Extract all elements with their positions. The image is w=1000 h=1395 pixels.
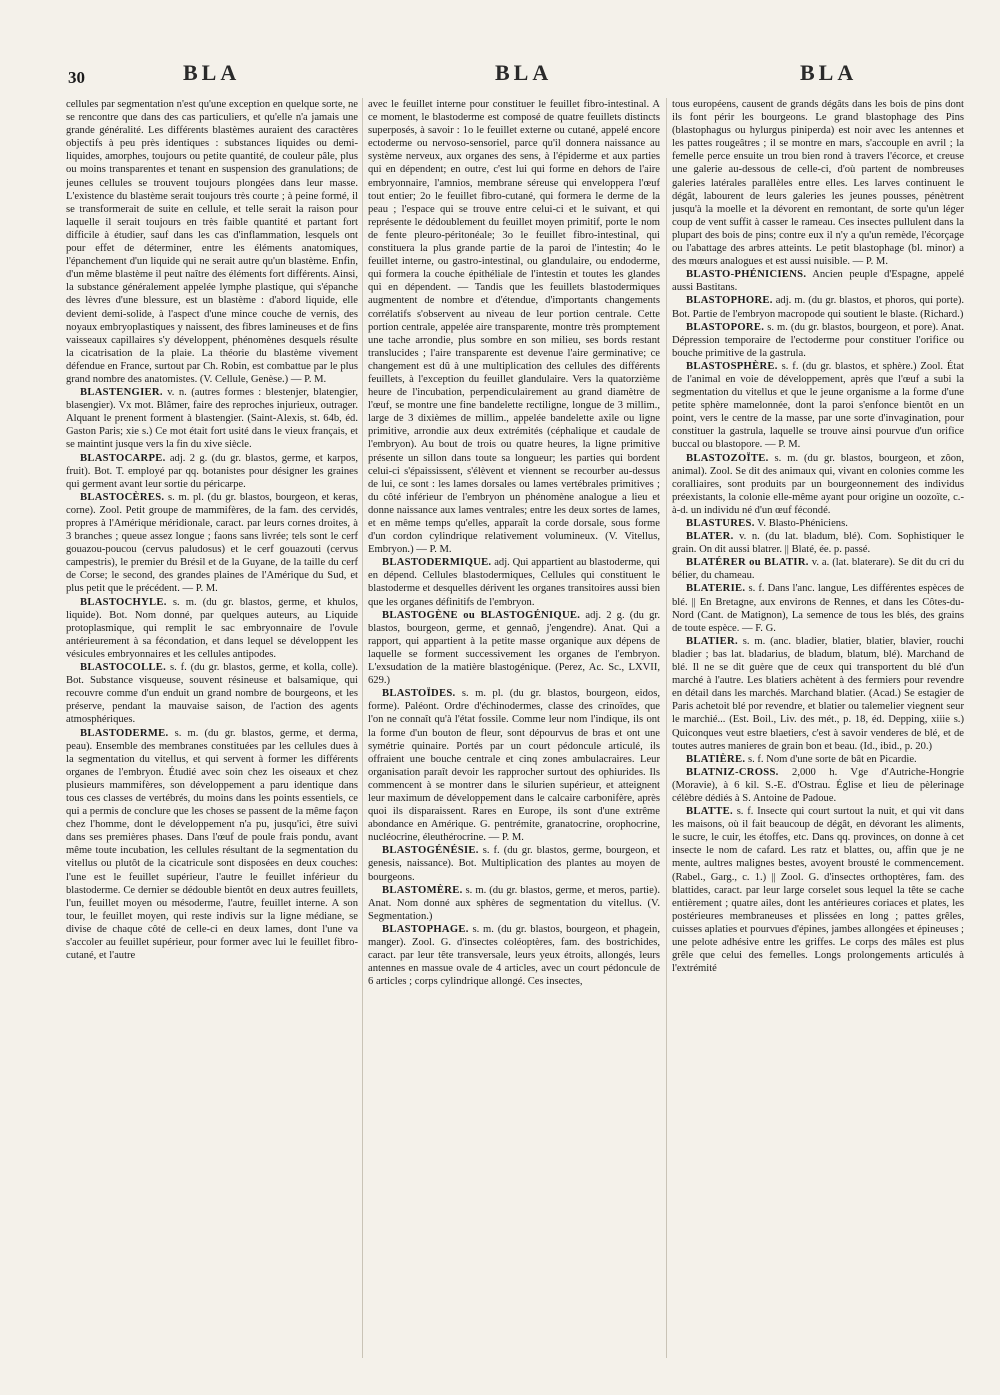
entry-headword: BLATÉRER ou BLATIR. bbox=[686, 557, 809, 569]
entry-headword: BLASTODERME. bbox=[80, 727, 169, 739]
entry-text: cellules par segmentation n'est qu'une exception en quelque sorte, ne se rencontre que dans des cas particuliers, et qu'elle n'a jamais une grande généralité. Les différents blastèmes auraient des caractères objectifs à peu près identiques : substances liquides ou demi-liquides, amorphes, toujours ou petite quantité, de couleur pâle, plus ou moins transparentes et tenant en suspension des granulations; de jeunes cellules se trouvent toujours plongées dans leur masse. L'existence du blastème serait toujours très courte ; à peine formé, il se transformerait de suite en cellule, et telle serait la raison pour laquelle il serait toujours en très faible quantité et partant fort difficile à étudier, sauf dans les cas d'inflammation, lesquels ont pour effet de déterminer, entre les éléments anatomiques, l'épanchement d'un liquide qui ne serait autre qu'un blastème. Enfin, d'un même blastème il peut naître des éléments fort différents. Ainsi, la substance généralement appelée lymphe plastique, qui s'épanche des lèvres d'une blessure, est un blastème : d'abord liquide, elle devient demi-solide, à l'aspect d'une mince couche de vernis, des noyaux embryoplastiques y naissent, des fibres lamineuses et de fins vaisseaux capillaires s'y développent, phénomènes desquels résulte la cicatrisation de la plaie. La théorie du blastème vivement défendue en France, surtout par Ch. Robin, est combattue par le plus grand nombre des anatomistes. (V. Cellule, Genèse.) — P. M. bbox=[66, 99, 358, 385]
dictionary-entry bbox=[66, 661, 358, 726]
entry-continuation bbox=[66, 98, 358, 386]
entry-continuation bbox=[368, 98, 660, 556]
dictionary-entry bbox=[672, 582, 964, 634]
dictionary-entry bbox=[368, 844, 660, 883]
text-column-left bbox=[66, 98, 358, 1360]
dictionary-entry bbox=[672, 635, 964, 753]
dictionary-entry bbox=[66, 452, 358, 491]
text-column-middle bbox=[368, 98, 660, 1360]
dictionary-entry bbox=[672, 766, 964, 805]
entry-text: s. f. (du gr. blastos, germe, bourgeon, et genesis, naissance). Bot. Multiplication des plantes au moyen de bourgeons. bbox=[368, 845, 660, 883]
entry-headword: BLASTOPHORE. bbox=[686, 295, 773, 307]
entry-text: s. m. (du gr. blastos, germe, et meros, partie). Anat. Nom donné aux sphères de segmentation du vitellus. (V. Segmentation.) bbox=[368, 884, 660, 922]
entry-headword: BLASTOÏDES. bbox=[382, 688, 456, 700]
dictionary-entry bbox=[66, 491, 358, 596]
entry-headword: BLASTOSPHÈRE. bbox=[686, 360, 778, 372]
entry-headword: BLASTOPHAGE. bbox=[382, 923, 469, 935]
entry-headword: BLATTE. bbox=[686, 806, 733, 818]
entry-text: v. a. (lat. blaterare). Se dit du cri du bélier, du chameau. bbox=[672, 557, 964, 582]
entry-headword: BLATERIE. bbox=[686, 583, 746, 595]
dictionary-entry bbox=[672, 321, 964, 360]
entry-text: s. f. Nom d'une sorte de bât en Picardie. bbox=[745, 753, 917, 765]
column-divider bbox=[666, 98, 667, 1358]
entry-headword: BLASTOZOÏTE. bbox=[686, 452, 769, 464]
dictionary-entry bbox=[368, 884, 660, 923]
dictionary-entry bbox=[368, 556, 660, 608]
entry-text: tous européens, causent de grands dégâts dans les bois de pins dont ils font périr les bourgeons. Le grand blastophage des Pins (blastophagus ou hylurgus piniperda) est noir avec les antennes et les pattes rougeâtres ; il se montre en mars, s'accouple en avril ; la femelle perce ensuite un trou bien rond à travers l'écorce, et creuse une galerie au-dessous de celle-ci, d'où partent de nombreuses galeries latérales parallèles entre elles. Les larves continuent le dégât, labourent de leurs galeries les jeunes pousses, pénètrent jusqu'à la moelle et la dévorent en remontant, de sorte qu'un léger coup de vent suffit à casser le rameau. Ces insectes pullulent dans la plupart des bois de pins; contre eux il n'y a qu'un remède, l'écorçage ou l'abattage des arbres atteints. Le petit blastophage (bl. minor) a des mœurs analogues et est aussi nuisible. — P. M. bbox=[672, 99, 964, 268]
entry-text: adj. Qui appartient au blastoderme, qui en dépend. Cellules blastodermiques, Cellules qui constituent le blastoderme et desquelles dérivent les organes transitoires aussi bien que les organes définitifs de l'embryon. bbox=[368, 557, 660, 608]
dictionary-entry bbox=[368, 609, 660, 688]
dictionary-entry bbox=[368, 923, 660, 988]
entry-headword: BLATER. bbox=[686, 531, 734, 543]
entry-text: s. m. (anc. bladier, blatier, blatier, blavier, rouchi bladier ; bas lat. bladarius, de bladum, blatum, blé). Marchand de blé. Il ne se dit guère que de ceux qui transportent du blé d'un marché à l'autre. Les blatiers achètent à des fermiers pour revendre en détail dans les marchés. Marchand blatier. (Acad.) Se estagier de Paris achetoit blé por revendre, et blatier ou talemelier viegnent seur le marchié... (Est. Boil., Liv. des mét., p. 18, éd. Depping, xiiie s.) Quiconques veut estre blaetiers, c'est à savoir venderes de blé, et de toutes autres manieres de grain bon et beau. (Id., ibid., p. 20.) bbox=[672, 635, 964, 752]
dictionary-entry bbox=[66, 386, 358, 451]
entry-text: 2,000 h. Vge d'Autriche-Hongrie (Moravie), à 6 kil. S.-E. d'Ostrau. Église et lieu de pèlerinage célèbre dédiés à S. Antoine de Padoue. bbox=[672, 766, 964, 804]
dictionary-entry bbox=[66, 596, 358, 661]
entry-text: v. n. (du lat. bladum, blé). Com. Sophistiquer le grain. On dit aussi blatrer. || Blaté, ée. p. passé. bbox=[672, 531, 964, 556]
entry-text: V. Blasto-Phéniciens. bbox=[754, 518, 848, 529]
text-column-right bbox=[672, 98, 964, 1360]
entry-headword: BLASTOMÈRE. bbox=[382, 884, 463, 896]
dictionary-entry bbox=[672, 360, 964, 452]
dictionary-entry bbox=[672, 805, 964, 975]
entry-text: s. m. (du gr. blastos, bourgeon, et zôon, animal). Zool. Se dit des animaux qui, vivant en colonies comme les coralliaires, sont produits par un bourgeonnement des individus préexistants, la colonie elle-même ayant pour origine un oozoïte, c.-à-d. un individu né d'un œuf fécondé. bbox=[672, 452, 964, 516]
entry-text: v. n. (autres formes : blestenjer, blatengier, blasengier). Vx mot. Blâmer, faire des reproches injurieux, outrager. Alquant le prenent forment à blastengier. (Saint-Alexis, st. 64b, éd. Gaston Paris; xie s.) Ce mot était fort usité dans le vieux français, et se maintint jusque vers la fin du xive siècle. bbox=[66, 387, 358, 451]
entry-headword: BLATIER. bbox=[686, 635, 738, 647]
dictionary-entry bbox=[672, 530, 964, 556]
page-header bbox=[0, 60, 1000, 94]
entry-text: adj. 2 g. (du gr. blastos, germe, et karpos, fruit). Bot. T. employé par qq. botanistes pour désigner les graines qui germent avant leur sortie du péricarpe. bbox=[66, 452, 358, 490]
entry-text: s. m. (du gr. blastos, bourgeon, et phagein, manger). Zool. G. d'insectes coléoptères, fam. des bostrichides, caract. par leur tête transversale, leurs yeux étroits, allongés, leurs antennes en massue ovale de 4 articles, avec un court pédoncule de 6 articles ; corps cylindrique allongé. Ces insectes, bbox=[368, 923, 660, 988]
running-head-left: BLA bbox=[183, 60, 241, 85]
dictionary-entry bbox=[66, 727, 358, 963]
running-head-center: BLA bbox=[495, 60, 553, 85]
entry-headword: BLASTODERMIQUE. bbox=[382, 557, 492, 569]
running-head-right: BLA bbox=[800, 60, 858, 85]
dictionary-entry bbox=[368, 687, 660, 844]
entry-text: adj. m. (du gr. blastos, et phoros, qui porte). Bot. Partie de l'embryon macropode qui soutient le blaste. (Richard.) bbox=[672, 295, 964, 320]
entry-headword: BLASTOGÈNE ou BLASTOGÉNIQUE. bbox=[382, 609, 581, 621]
entry-headword: BLASTOCHYLE. bbox=[80, 596, 167, 608]
column-divider bbox=[362, 98, 363, 1358]
dictionary-entry bbox=[672, 753, 964, 766]
dictionary-entry bbox=[672, 556, 964, 582]
entry-text: s. f. (du gr. blastos, et sphère.) Zool. État de l'animal en voie de développement, après que l'œuf a subi la segmentation du vitellus et que le jeune organisme a la forme d'une petite sphère mamelonnée, dont la paroi s'enfonce bientôt en un point, vers le centre de la masse, par une sorte d'invagination, pour constituer la gastrula, laquelle se trouve ainsi pourvue d'un orifice buccal ou blastopore. — P. M. bbox=[672, 360, 964, 451]
entry-text: s. m. (du gr. blastos, germe, et derma, peau). Ensemble des membranes constituées par les cellules dues à la segmentation du vitellus, et qui servent à former les différents organes de l'embryon. Étudié avec soin chez les oiseaux et chez plusieurs mammifères, son développement a paru identique dans tous ces classes de vertébrés, du moins dans les points essentiels, ce qui a permis de conclure que les choses se passent de la même façon chez l'homme, dont le développement n'a pu, jusqu'ici, être suivi dans ses premières phases. Dans l'œuf de poule frais pondu, avant même toute incubation, les cellules résultant de la segmentation du vitellus ou plutôt de la cicatricule sont disposées en deux couches: l'une est le feuillet supérieur, l'autre le feuillet inférieur du blastoderme. Ce dernier se dédouble bientôt en deux autres feuillets, l'un, feuillet moyen ou mésoderme, l'autre, feuillet interne. A son tour, le feuillet moyen, qui reste indivis sur la ligne médiane, se divise de chaque côté de celle-ci en deux lames, dont l'une va s'accoler au feuillet supérieur, pour former avec lui le feuillet fibro-cutané, et l'autre bbox=[66, 727, 358, 962]
dictionary-entry bbox=[672, 294, 964, 320]
dictionary-entry bbox=[672, 268, 964, 294]
entry-text: s. f. (du gr. blastos, germe, et kolla, colle). Bot. Substance visqueuse, souvent résineuse et balsamique, qui recouvre comme d'un enduit un grand nombre de bourgeons, et les préserve, pendant la mauvaise saison, de l'action des agents atmosphériques. bbox=[66, 662, 358, 726]
entry-headword: BLASTOPORE. bbox=[686, 321, 765, 333]
entry-continuation bbox=[672, 98, 964, 268]
entry-headword: BLASTOCARPE. bbox=[80, 452, 166, 464]
entry-text: Ancien peuple d'Espagne, appelé aussi Bastitans. bbox=[672, 269, 964, 294]
entry-headword: BLATNIZ-CROSS. bbox=[686, 766, 779, 778]
entry-text: s. f. Dans l'anc. langue, Les différentes espèces de blé. || En Bretagne, aux environs de Rennes, et dans les Côtes-du-Nord (Cant. de Matignon), La semence de tous les blés, des grains de toute espèce. — F. G. bbox=[672, 583, 964, 634]
entry-text: s. m. pl. (du gr. blastos, bourgeon, et keras, corne). Zool. Petit groupe de mammifères, de la fam. des cervidés, propres à l'Amérique méridionale, caract. par leurs cornes droites, à 3 branches ; queue assez longue ; faons sans livrée; tels sont le cerf gouazou-poucou (cervus paludosus) et le cerf gouazouti (cervus campestris), le premier du Brésil et de la Guyane, de la taille du cerf de Corse; le second, des grandes plaines de l'Amérique du Sud, et plus petit que le précédent. — P. M. bbox=[66, 491, 358, 595]
entry-text: s. m. (du gr. blastos, bourgeon, et pore). Anat. Dépression temporaire de l'ectoderme pour constituer l'orifice ou bouche primitive de la gastrula. bbox=[672, 321, 964, 359]
entry-text: s. f. Insecte qui court surtout la nuit, et qui vit dans les maisons, où il fait beaucoup de dégât, en dévorant les aliments, le sucre, le cuir, les étoffes, etc. Dans qq. provinces, on donne à cet insecte le nom de cafard. Les ratz et blattes, ou, affin que je ne mente, aultres malignes bestes, avoyent brousté le commencement. (Rabel., Garg., c. 1.) || Zool. G. d'insectes orthoptères, fam. des blattides, caract. par leur large corselet sous lequel la tête se cache entièrement ; quatre ailes, dont les antérieures coriaces et plates, les postérieures membraneuses et plissées en long ; pattes grêles, cuisses aplaties et pourvues d'épines, jambes allongées et épineuses ; une pelote adhésive entre les griffes. Le corps des mâles est plus grêle que celui des femelles. Longs prolongements articulés à l'extrémité bbox=[672, 806, 964, 975]
entry-text: s. m. (du gr. blastos, germe, et khulos, liquide). Bot. Nom donné, par quelques auteurs, au Liquide protoplasmique, qui remplit le sac embryonnaire de l'ovule antérieurement à sa fécondation, et dans lequel se développent les vésicules embryonnaires et les cellules antipodes. bbox=[66, 596, 358, 660]
entry-headword: BLASTENGIER. bbox=[80, 387, 163, 399]
entry-text: s. m. pl. (du gr. blastos, bourgeon, eidos, forme). Paléont. Ordre d'échinodermes, classe des crinoïdes, que l'on ne connaît qu'à l'état fossile. Comme leur nom l'indique, ils ont la forme d'un bouton de fleur, sont dépourvus de bras et ont une symétrie quinaire. Portés par un court pédoncule articulé, ils offraient une bouche centrale et cinq zones ambulacraires. Leur organisation paraît devoir les rapprocher surtout des ophiurides. Ils commencent à se montrer dans le silurien supérieur, et atteignent leur maximum de développement dans le calcaire carbonifère, après quoi ils disparaissent. Rares en Europe, ils sont d'une extrême abondance en Amérique. G. pentrémite, granatocrine, orophocrine, nucléocrine, éleuthérocrine. — P. M. bbox=[368, 688, 660, 844]
entry-headword: BLATIÈRE. bbox=[686, 753, 746, 765]
entry-text: adj. 2 g. (du gr. blastos, bourgeon, germe, et gennaô, j'engendre). Anat. Qui a rapport, qui appartient à la petite masse organique aux dépens de laquelle se forment successivement les organes de l'embryon. L'exsudation de la matière blastogénique. (Perez, Ac. Sc., LXVII, 629.) bbox=[368, 609, 660, 687]
entry-headword: BLASTO-PHÉNICIENS. bbox=[686, 269, 807, 281]
entry-headword: BLASTOCOLLE. bbox=[80, 662, 167, 674]
entry-headword: BLASTOCÈRES. bbox=[80, 491, 165, 503]
entry-headword: BLASTURES. bbox=[686, 518, 755, 529]
page-number: 30 bbox=[68, 68, 85, 87]
dictionary-entry bbox=[672, 517, 964, 530]
entry-headword: BLASTOGÉNÉSIE. bbox=[382, 845, 479, 857]
entry-text: avec le feuillet interne pour constituer le feuillet fibro-intestinal. A ce moment, le blastoderme est composé de quatre feuillets distincts superposés, à savoir : 1o le feuillet externe ou cutané, appelé encore ectoderme ou nervoso-sensoriel, parce qu'il donnera naissance au système nerveux, aux organes des sens, à l'épiderme et aux parties qui en dépendent; en outre, c'est lui qui forme en dehors de l'aire embryonnaire, l'amnios, membrane séreuse qui enveloppera l'œuf tout entier; 2o le feuillet fibro-cutané, qui formera le derme de la peau ; l'espace qui se trouve entre celui-ci et le suivant, et qui représente le dédoublement du feuillet moyen primitif, porte le nom de fente pleuro-péritonéale; 3o le feuillet fibro-intestinal, qui constituera la plus grande partie de la paroi de l'intestin; 4o le feuillet interne, ou gastro-intestinal, ou glandulaire, ou endoderme, qui formera la couche épithéliale de l'intestin et toutes les glandes qui en dépendent. — Tandis que les feuillets blastodermiques augmentent de nombre et d'étendue, d'importants changements corrélatifs s'observent au niveau de leur portion centrale. Cette portion centrale, appelée aire transparente, montre très promptement une tache arrondie, plus sombre en son milieu, ses bords restant translucides ; l'aire transparente est devenue l'aire germinative; ce changement est dû à une multiplication des cellules des différents feuillets, à l'exception du feuillet glandulaire. Vers la quatorzième heure de l'incubation, perpendiculairement au grand diamètre de l'œuf, se montre une fine bandelette rectiligne, longue de 3 millim., large de 3 dixièmes de millim., appelée bandelette axile ou ligne primitive, arrondie aux deux extrémités (céphalique et caudale de l'embryon). Au bout de trois ou quatre heures, la ligne primitive présente un sillon dans toute sa longueur; les parties qui bordent celui-ci s'épaississent, s'élèvent et viennent se recourber au-dessus de lui, ce sont : les lames dorsales ou lames vertébrales primitives ; du côté inférieur de l'embryon un phénomène analogue a lieu et donne naissance aux lames ventrales; entre les deux sortes de lames, et en même temps qu'elles, apparaît la corde dorsale, sous forme d'un cordon cylindrique relativement volumineux. (V. Vitellus, Embryon.) — P. M. bbox=[368, 99, 660, 556]
dictionary-entry bbox=[672, 452, 964, 517]
